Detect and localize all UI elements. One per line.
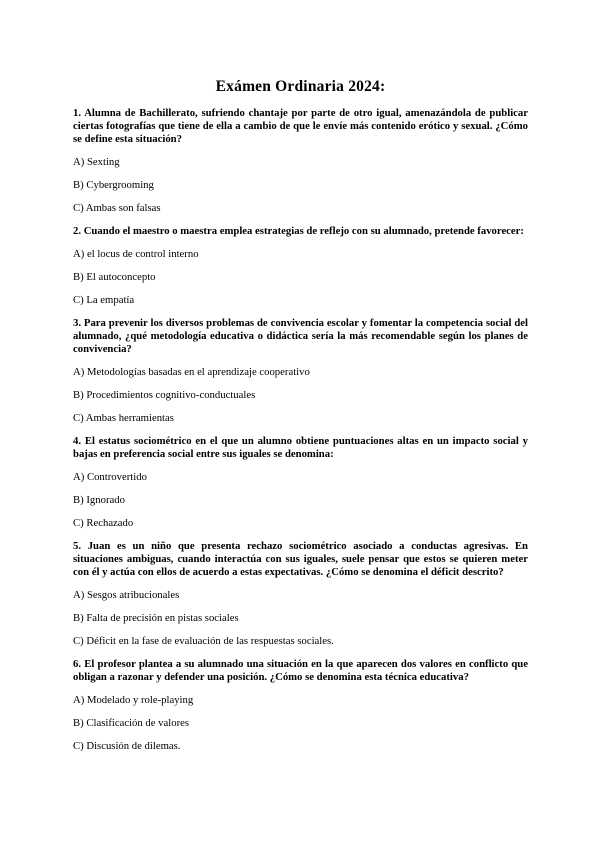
page-title: Exámen Ordinaria 2024: (215, 78, 386, 95)
question-3-option-b: B) Procedimientos cognitivo-conductuales (73, 389, 256, 401)
question-2-option-c: C) La empatía (73, 294, 135, 306)
question-3 (73, 317, 528, 425)
question-4-option-b: B) Ignorado (73, 494, 125, 506)
question-4-text: 4. El estatus sociométrico en el que un alumno obtiene puntuaciones altas en un impacto social y bajas en preferencia social entre sus iguales se denomina: (73, 435, 528, 460)
question-2-option-a: A) el locus de control interno (73, 248, 199, 260)
question-3-option-c: C) Ambas herramientas (73, 412, 174, 424)
question-2-text: 2. Cuando el maestro o maestra emplea estrategias de reflejo con su alumnado, pretende favorecer: (73, 225, 524, 237)
question-1-option-a: A) Sexting (73, 156, 120, 168)
question-5-option-b: B) Falta de precisión en pistas sociales (73, 612, 239, 624)
question-1 (73, 107, 528, 215)
question-6-option-b: B) Clasificación de valores (73, 717, 190, 729)
question-1-option-b: B) Cybergrooming (73, 179, 154, 191)
question-6 (73, 658, 528, 753)
question-5 (73, 540, 528, 648)
question-5-option-a: A) Sesgos atribucionales (73, 589, 180, 601)
question-6-option-a: A) Modelado y role-playing (73, 694, 194, 706)
question-4-option-a: A) Controvertido (73, 471, 147, 483)
question-4 (73, 435, 528, 530)
question-4-option-c: C) Rechazado (73, 517, 134, 529)
question-2 (73, 225, 528, 307)
question-3-text: 3. Para prevenir los diversos problemas de convivencia escolar y fomentar la competencia social del alumnado, ¿qué metodología educativa o didáctica sería la más recomendable según los planes de convivencia? (73, 317, 528, 355)
question-3-option-a: A) Metodologías basadas en el aprendizaje cooperativo (73, 366, 310, 378)
question-5-text: 5. Juan es un niño que presenta rechazo sociométrico asociado a conductas agresivas. En situaciones ambiguas, cuando interactúa con sus iguales, suele pensar que estos se quieren meter con él y actúa con ellos de acuerdo a estas expectativas. ¿Cómo se denomina el déficit descrito? (73, 540, 528, 578)
question-5-option-c: C) Déficit en la fase de evaluación de las respuestas sociales. (73, 635, 334, 647)
question-1-option-c: C) Ambas son falsas (73, 202, 161, 214)
question-1-text: 1. Alumna de Bachillerato, sufriendo chantaje por parte de otro igual, amenazándola de publicar ciertas fotografías que tiene de ella a cambio de que le envíe más contenido erótico y sexual. ¿Cómo se define esta situación? (73, 107, 528, 145)
question-6-text: 6. El profesor plantea a su alumnado una situación en la que aparecen dos valores en conflicto que obligan a razonar y defender una posición. ¿Cómo se denomina esta técnica educativa? (73, 658, 528, 683)
question-6-option-c: C) Discusión de dilemas. (73, 740, 181, 752)
question-2-option-b: B) El autoconcepto (73, 271, 156, 283)
